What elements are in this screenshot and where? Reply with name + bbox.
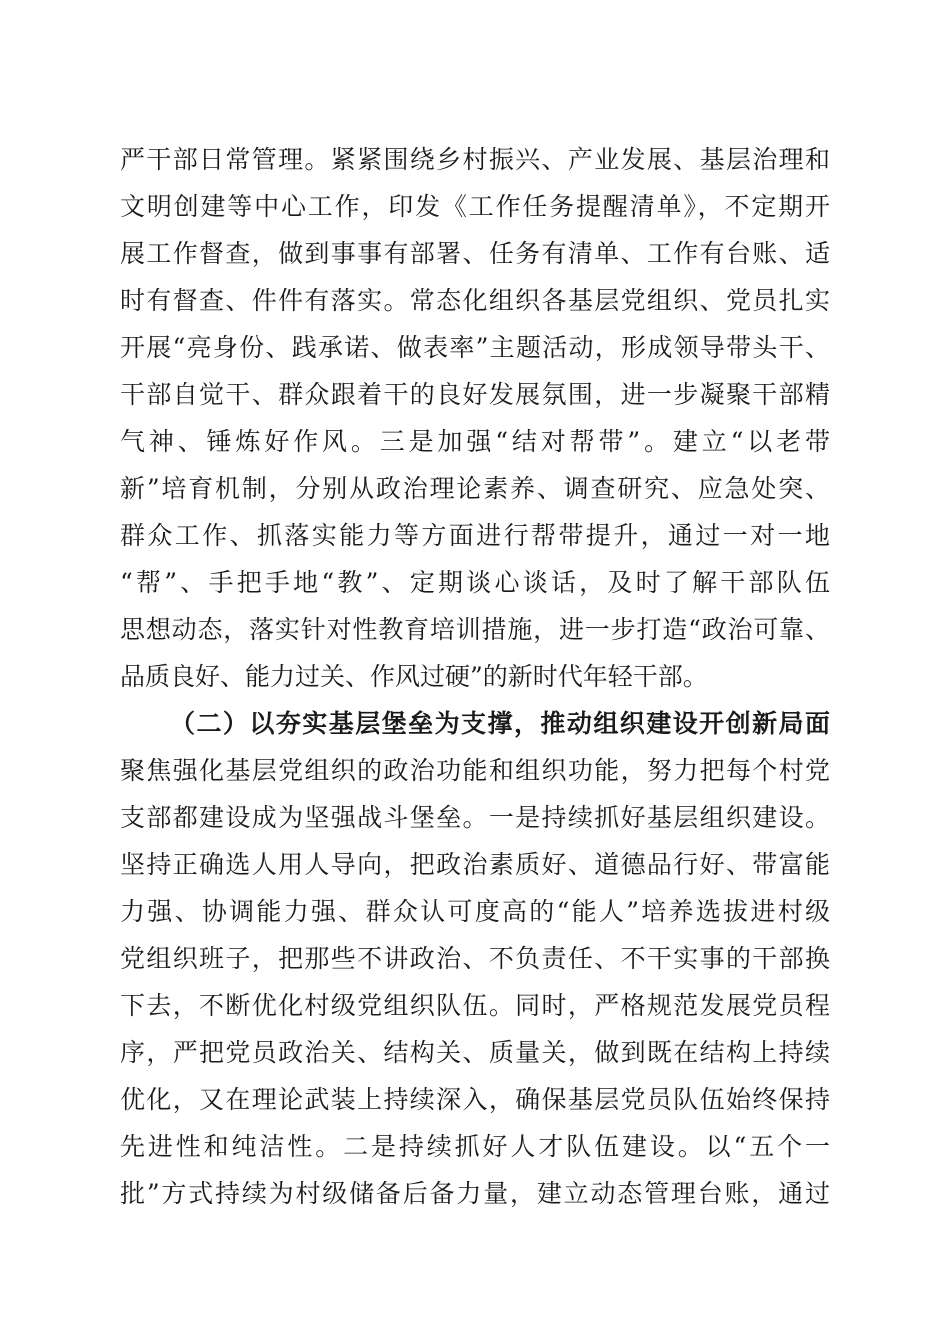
text-line: 聚焦强化基层党组织的政治功能和组织功能，努力把每个村党 — [120, 756, 830, 785]
text-line: 干部自觉干、群众跟着干的良好发展氛围，进一步凝聚干部精 — [120, 380, 830, 409]
text-line: 展工作督查，做到事事有部署、任务有清单、工作有台账、适 — [120, 239, 830, 268]
text-line: 支部都建设成为坚强战斗堡垒。一是持续抓好基层组织建设。 — [120, 803, 830, 832]
text-line: 力强、协调能力强、群众认可度高的“能人”培养选拔进村级 — [120, 897, 830, 926]
text-line: 气神、锤炼好作风。三是加强“结对帮带”。建立“以老带 — [120, 427, 830, 456]
text-line: 下去，不断优化村级党组织队伍。同时，严格规范发展党员程 — [120, 991, 830, 1020]
text-line: 文明创建等中心工作，印发《工作任务提醒清单》，不定期开 — [120, 192, 830, 221]
section-heading: （二）以夯实基层堡垒为支撑，推动组织建设开创新局面 — [170, 709, 830, 738]
text-line: 严干部日常管理。紧紧围绕乡村振兴、产业发展、基层治理和 — [120, 145, 830, 174]
text-line: 优化，又在理论武装上持续深入，确保基层党员队伍始终保持 — [120, 1085, 830, 1114]
text-line: 党组织班子，把那些不讲政治、不负责任、不干实事的干部换 — [120, 944, 830, 973]
text-line: 开展“亮身份、践承诺、做表率”主题活动，形成领导带头干、 — [120, 333, 830, 362]
text-line: 新”培育机制，分别从政治理论素养、调查研究、应急处突、 — [120, 474, 830, 503]
text-line: 坚持正确选人用人导向，把政治素质好、道德品行好、带富能 — [120, 850, 830, 879]
text-line: 时有督查、件件有落实。常态化组织各基层党组织、党员扎实 — [120, 286, 830, 315]
text-line: 群众工作、抓落实能力等方面进行帮带提升，通过一对一地 — [120, 521, 830, 550]
text-line: 思想动态，落实针对性教育培训措施，进一步打造“政治可靠、 — [120, 615, 830, 644]
text-line: 序，严把党员政治关、结构关、质量关，做到既在结构上持续 — [120, 1038, 830, 1067]
text-line: 品质良好、能力过关、作风过硬”的新时代年轻干部。 — [120, 662, 708, 691]
text-line: “帮”、手把手地“教”、定期谈心谈话，及时了解干部队伍 — [120, 568, 830, 597]
text-line: 批”方式持续为村级储备后备力量，建立动态管理台账，通过 — [120, 1179, 830, 1208]
text-line: 先进性和纯洁性。二是持续抓好人才队伍建设。以“五个一 — [120, 1132, 830, 1161]
